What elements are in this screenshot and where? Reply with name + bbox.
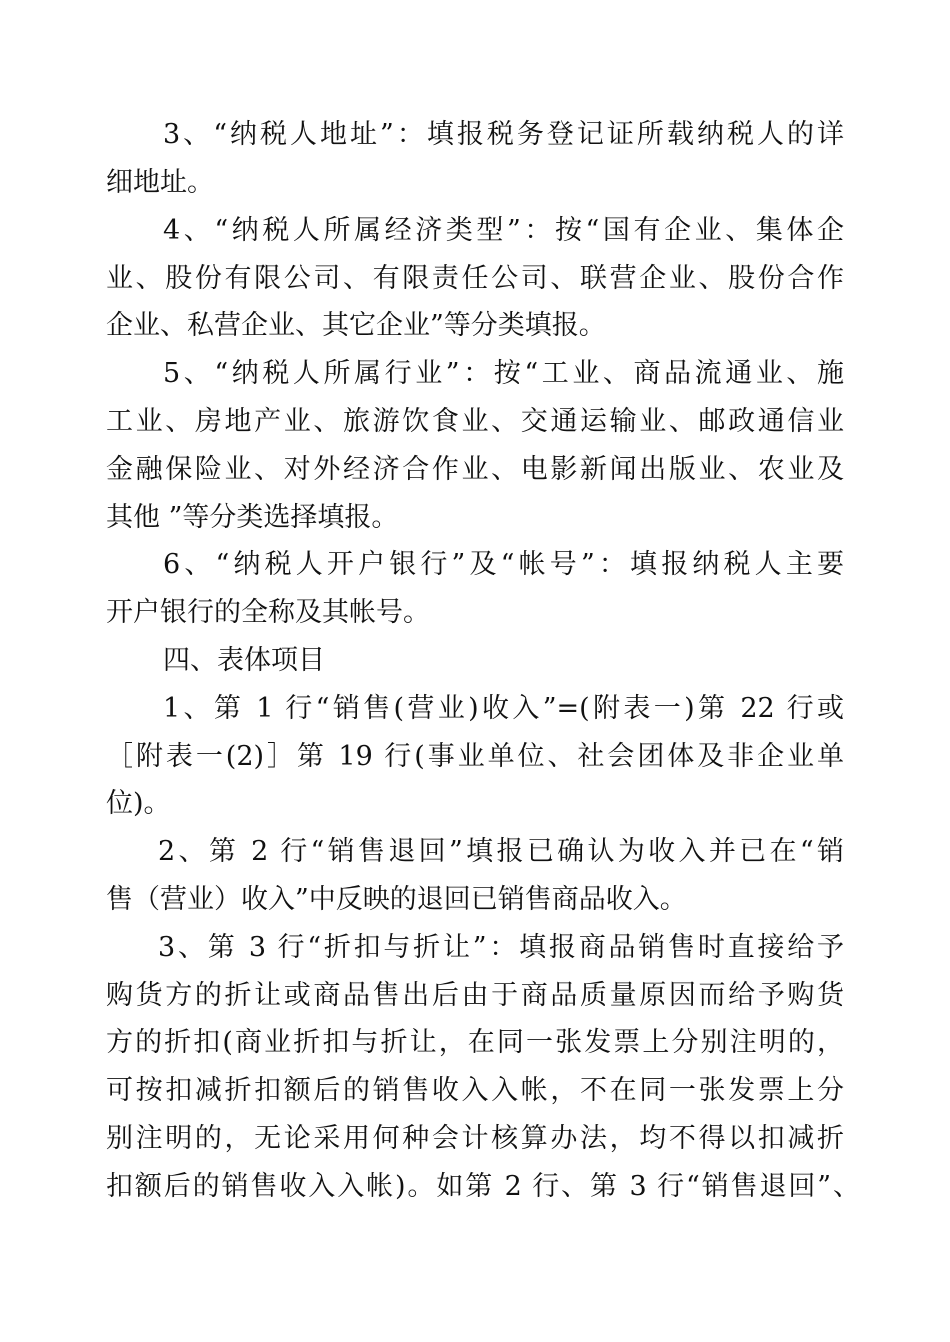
section-heading: 四、表体项目 [163,645,325,676]
text-line: 工业、房地产业、旅游饮食业、交通运输业、邮政通信业 [106,406,844,437]
text-line: 别注明的，无论采用何种会计核算办法，均不得以扣减折 [106,1123,844,1154]
text-line: 企业、私营企业、其它企业”等分类填报。 [106,310,606,341]
text-line: 5、“纳税人所属行业”：按“工业、商品流通业、施 [163,358,844,389]
text-line: 6、“纳税人开户银行”及“帐号”：填报纳税人主要 [163,549,844,580]
text-line: 3、“纳税人地址”：填报税务登记证所载纳税人的详 [163,119,844,150]
text-line: 金融保险业、对外经济合作业、电影新闻出版业、农业及 [106,454,844,485]
text-line: 3、第 3 行“折扣与折让”：填报商品销售时直接给予 [158,932,844,963]
text-line: 细地址。 [106,167,214,198]
text-line: 2、第 2 行“销售退回”填报已确认为收入并已在“销 [158,836,844,867]
text-line: 开户银行的全称及其帐号。 [106,597,430,628]
text-line: 可按扣减折扣额后的销售收入入帐，不在同一张发票上分 [106,1075,844,1106]
text-line: 位)。 [106,788,171,819]
text-line: 业、股份有限公司、有限责任公司、联营企业、股份合作 [106,263,844,294]
text-line: 其他 ”等分类选择填报。 [106,502,399,533]
text-line: 1、第 1 行“销售(营业)收入”=(附表一)第 22 行或 [163,693,844,724]
text-line: 扣额后的销售收入入帐)。如第 2 行、第 3 行“销售退回”、 [106,1171,860,1202]
text-line: 购货方的折让或商品售出后由于商品质量原因而给予购货 [106,980,844,1011]
text-line: 方的折扣(商业折扣与折让，在同一张发票上分别注明的， [106,1027,844,1058]
text-line: 4、“纳税人所属经济类型”：按“国有企业、集体企 [163,215,844,246]
text-line: ［附表一(2)］第 19 行(事业单位、社会团体及非企业单 [106,741,844,772]
text-line: 售（营业）收入”中反映的退回已销售商品收入。 [106,884,687,915]
